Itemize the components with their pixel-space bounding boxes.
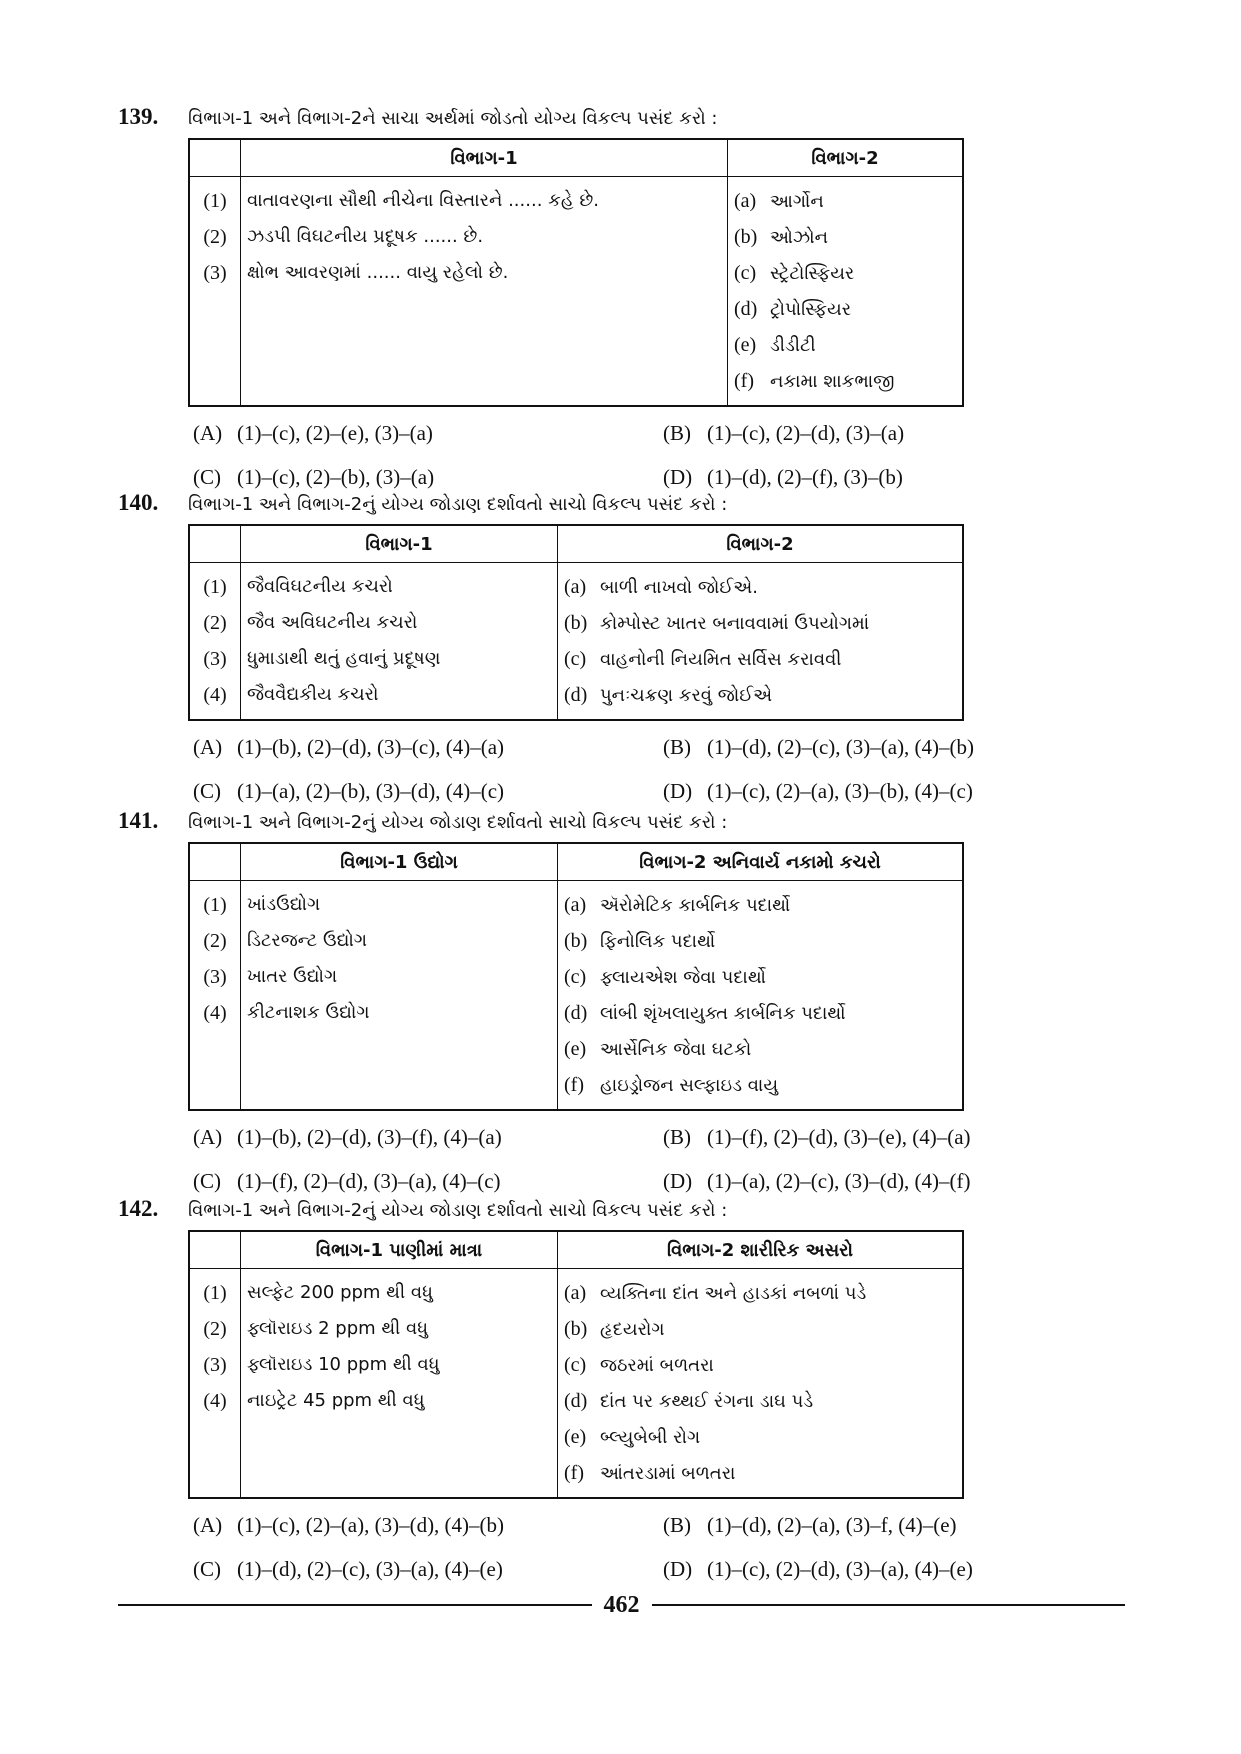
option-c[interactable]: (C) (1)–(a), (2)–(b), (3)–(d), (4)–(c) (193, 779, 505, 803)
left-item: ડિટરજન્ટ ઉદ્યોગ (247, 930, 367, 951)
question-header (118, 104, 1018, 138)
header-blank (189, 139, 241, 177)
option-c[interactable]: (C) (1)–(d), (2)–(c), (3)–(a), (4)–(e) (193, 1557, 503, 1581)
right-item (734, 219, 956, 255)
left-num: (2) (203, 226, 227, 248)
left-num: (1) (203, 190, 227, 212)
left-num: (3) (203, 966, 227, 988)
question-number: 142. (118, 1196, 159, 1221)
right-item: (c) જઠરમાં બળતરા (564, 1354, 714, 1376)
left-num: (3) (203, 1354, 227, 1376)
col1-header: વિભાગ-1 (241, 525, 558, 563)
right-items (558, 881, 964, 1111)
left-item: ખાંડઉદ્યોગ (247, 894, 321, 915)
question-140 (118, 490, 1018, 809)
right-text: સ્ટ્રેટોસ્ફિયર (770, 263, 855, 284)
right-item: (b) ફિનોલિક પદાર્થો (564, 930, 716, 952)
right-label: (d) (734, 298, 758, 320)
right-item (734, 291, 956, 327)
right-item (734, 183, 956, 219)
option-c[interactable]: (C) (1)–(f), (2)–(d), (3)–(a), (4)–(c) (193, 1169, 501, 1193)
right-text: નકામા શાકભાજી (770, 371, 895, 392)
right-item: (f) આંતરડામાં બળતરા (564, 1462, 736, 1484)
option-d[interactable]: (D) (1)–(c), (2)–(d), (3)–(a), (4)–(e) (663, 1557, 973, 1581)
option-a[interactable]: (A) (1)–(c), (2)–(a), (3)–(d), (4)–(b) (193, 1513, 505, 1537)
left-num: (2) (203, 930, 227, 952)
left-num: (2) (203, 612, 227, 634)
left-item: સલ્ફેટ 200 ppm થી વધુ (247, 1282, 433, 1303)
right-item: (c) ફ્લાયએશ જેવા પદાર્થો (564, 966, 766, 988)
option-d[interactable]: (D) (1)–(c), (2)–(a), (3)–(b), (4)–(c) (663, 779, 973, 803)
left-numbers (189, 563, 241, 721)
right-item (734, 255, 956, 291)
option-a[interactable]: (A) (1)–(c), (2)–(e), (3)–(a) (193, 421, 433, 445)
left-numbers (189, 881, 241, 1111)
page-footer (118, 1585, 1125, 1625)
left-num: (3) (203, 262, 227, 284)
col1-header: વિભાગ-1 ઉદ્યોગ (241, 843, 558, 881)
option-c[interactable]: (C) (1)–(c), (2)–(b), (3)–(a) (193, 465, 435, 489)
col2-header: વિભાગ-2 (728, 139, 964, 177)
right-item: (a) વ્યક્તિના દાંત અને હાડકાં નબળાં પડે (564, 1282, 867, 1304)
match-table (188, 524, 964, 721)
right-item: (c) વાહનોની નિયમિત સર્વિસ કરાવવી (564, 648, 842, 670)
right-label: (b) (734, 226, 758, 248)
left-num: (4) (203, 1002, 227, 1024)
option-a[interactable]: (A) (1)–(b), (2)–(d), (3)–(f), (4)–(a) (193, 1125, 502, 1149)
question-text: વિભાગ-1 અને વિભાગ-2નું યોગ્ય જોડાણ દર્શાવતો સાચો વિકલ્પ પસંદ કરો : (188, 812, 728, 833)
left-num: (3) (203, 648, 227, 670)
left-item: ઝડપી વિઘટનીય પ્રદૂષક ...... છે. (247, 226, 484, 247)
right-text: ઓઝોન (770, 227, 828, 248)
left-item: ખાતર ઉદ્યોગ (247, 966, 338, 987)
left-num: (4) (203, 1390, 227, 1412)
left-item: જૈવવૈદ્યકીય કચરો (247, 684, 379, 705)
header-blank (189, 1231, 241, 1269)
option-d[interactable]: (D) (1)–(d), (2)–(f), (3)–(b) (663, 465, 903, 489)
left-item: ફ્લૉરાઇડ 2 ppm થી વધુ (247, 1318, 429, 1339)
left-numbers (189, 177, 241, 407)
right-items (728, 177, 964, 407)
right-item (734, 363, 956, 399)
col2-header: વિભાગ-2 અનિવાર્ય નકામો કચરો (558, 843, 964, 881)
right-item (734, 327, 956, 363)
match-table (188, 842, 964, 1111)
left-numbers (189, 1269, 241, 1499)
option-b[interactable]: (B) (1)–(f), (2)–(d), (3)–(e), (4)–(a) (663, 1125, 971, 1149)
question-header (118, 1196, 1018, 1230)
question-number: 141. (118, 808, 159, 833)
right-item: (d) પુનઃચક્રણ કરવું જોઈએ (564, 684, 773, 706)
left-items (241, 881, 558, 1111)
right-item: (f) હાઇડ્રોજન સલ્ફાઇડ વાયુ (564, 1074, 779, 1096)
answer-options (193, 1507, 1018, 1587)
option-b[interactable]: (B) (1)–(d), (2)–(a), (3)–f, (4)–(e) (663, 1513, 957, 1537)
left-item: જૈવવિઘટનીય કચરો (247, 576, 393, 597)
left-num: (1) (203, 576, 227, 598)
question-text: વિભાગ-1 અને વિભાગ-2ને સાચા અર્થમાં જોડતો યોગ્ય વિકલ્પ પસંદ કરો : (188, 108, 718, 129)
col2-header: વિભાગ-2 શારીરિક અસરો (558, 1231, 964, 1269)
right-items (558, 563, 964, 721)
right-text: આર્ગોન (770, 191, 824, 212)
footer-rule-left (118, 1604, 592, 1606)
right-label: (f) (734, 370, 754, 392)
right-item: (d) દાંત પર કથ્થઈ રંગના ડાઘ પડે (564, 1390, 814, 1412)
question-142 (118, 1196, 1018, 1587)
header-blank (189, 843, 241, 881)
left-num: (1) (203, 1282, 227, 1304)
header-blank (189, 525, 241, 563)
question-139 (118, 104, 1018, 495)
option-b[interactable]: (B) (1)–(d), (2)–(c), (3)–(a), (4)–(b) (663, 735, 975, 759)
right-item: (d) લાંબી શૃંખલાયુક્ત કાર્બનિક પદાર્થો (564, 1002, 846, 1024)
option-a[interactable]: (A) (1)–(b), (2)–(d), (3)–(c), (4)–(a) (193, 735, 505, 759)
col1-header: વિભાગ-1 પાણીમાં માત્રા (241, 1231, 558, 1269)
right-item: (a) બાળી નાખવો જોઈએ. (564, 576, 758, 598)
right-text: ડીડીટી (770, 335, 816, 356)
col2-header: વિભાગ-2 (558, 525, 964, 563)
right-item: (b) હૃદયરોગ (564, 1318, 665, 1340)
left-item: ફ્લૉરાઇડ 10 ppm થી વધુ (247, 1354, 440, 1375)
left-num: (1) (203, 894, 227, 916)
question-number: 139. (118, 104, 159, 129)
left-item: કીટનાશક ઉદ્યોગ (247, 1002, 370, 1023)
option-b[interactable]: (B) (1)–(c), (2)–(d), (3)–(a) (663, 421, 905, 445)
answer-options (193, 729, 1018, 809)
left-num: (2) (203, 1318, 227, 1340)
right-items (558, 1269, 964, 1499)
left-items (241, 177, 728, 407)
left-item: વાતાવરણના સૌથી નીચેના વિસ્તારને ...... કહે છે. (247, 190, 599, 211)
question-number: 140. (118, 490, 159, 515)
left-num: (4) (203, 684, 227, 706)
question-text: વિભાગ-1 અને વિભાગ-2નું યોગ્ય જોડાણ દર્શાવતો સાચો વિકલ્પ પસંદ કરો : (188, 494, 728, 515)
answer-options (193, 415, 1018, 495)
left-item: ધુમાડાથી થતું હવાનું પ્રદૂષણ (247, 648, 441, 669)
right-label: (e) (734, 334, 757, 356)
question-header (118, 808, 1018, 842)
right-item: (e) આર્સેનિક જેવા ઘટકો (564, 1038, 752, 1060)
match-table (188, 138, 964, 407)
right-text: ટ્રોપોસ્ફિયર (770, 299, 852, 320)
left-item: જૈવ અવિઘટનીય કચરો (247, 612, 418, 633)
match-table (188, 1230, 964, 1499)
right-item: (e) બ્લ્યુબેબી રોગ (564, 1426, 701, 1448)
option-d[interactable]: (D) (1)–(a), (2)–(c), (3)–(d), (4)–(f) (663, 1169, 971, 1193)
left-item: ક્ષોભ આવરણમાં ...... વાયુ રહેલો છે. (247, 262, 509, 283)
right-item: (a) ઍરોમેટિક કાર્બનિક પદાર્થો (564, 894, 791, 916)
question-header (118, 490, 1018, 524)
question-141 (118, 808, 1018, 1199)
right-item: (b) કોમ્પોસ્ટ ખાતર બનાવવામાં ઉપયોગમાં (564, 612, 870, 634)
left-items (241, 1269, 558, 1499)
col1-header: વિભાગ-1 (241, 139, 728, 177)
answer-options (193, 1119, 1018, 1199)
left-item: નાઇટ્રેટ 45 ppm થી વધુ (247, 1390, 425, 1411)
right-label: (c) (734, 262, 757, 284)
footer-rule-right (652, 1604, 1126, 1606)
left-items (241, 563, 558, 721)
question-text: વિભાગ-1 અને વિભાગ-2નું યોગ્ય જોડાણ દર્શાવતો સાચો વિકલ્પ પસંદ કરો : (188, 1200, 728, 1221)
page-number: 462 (603, 1591, 640, 1618)
right-label: (a) (734, 190, 757, 212)
